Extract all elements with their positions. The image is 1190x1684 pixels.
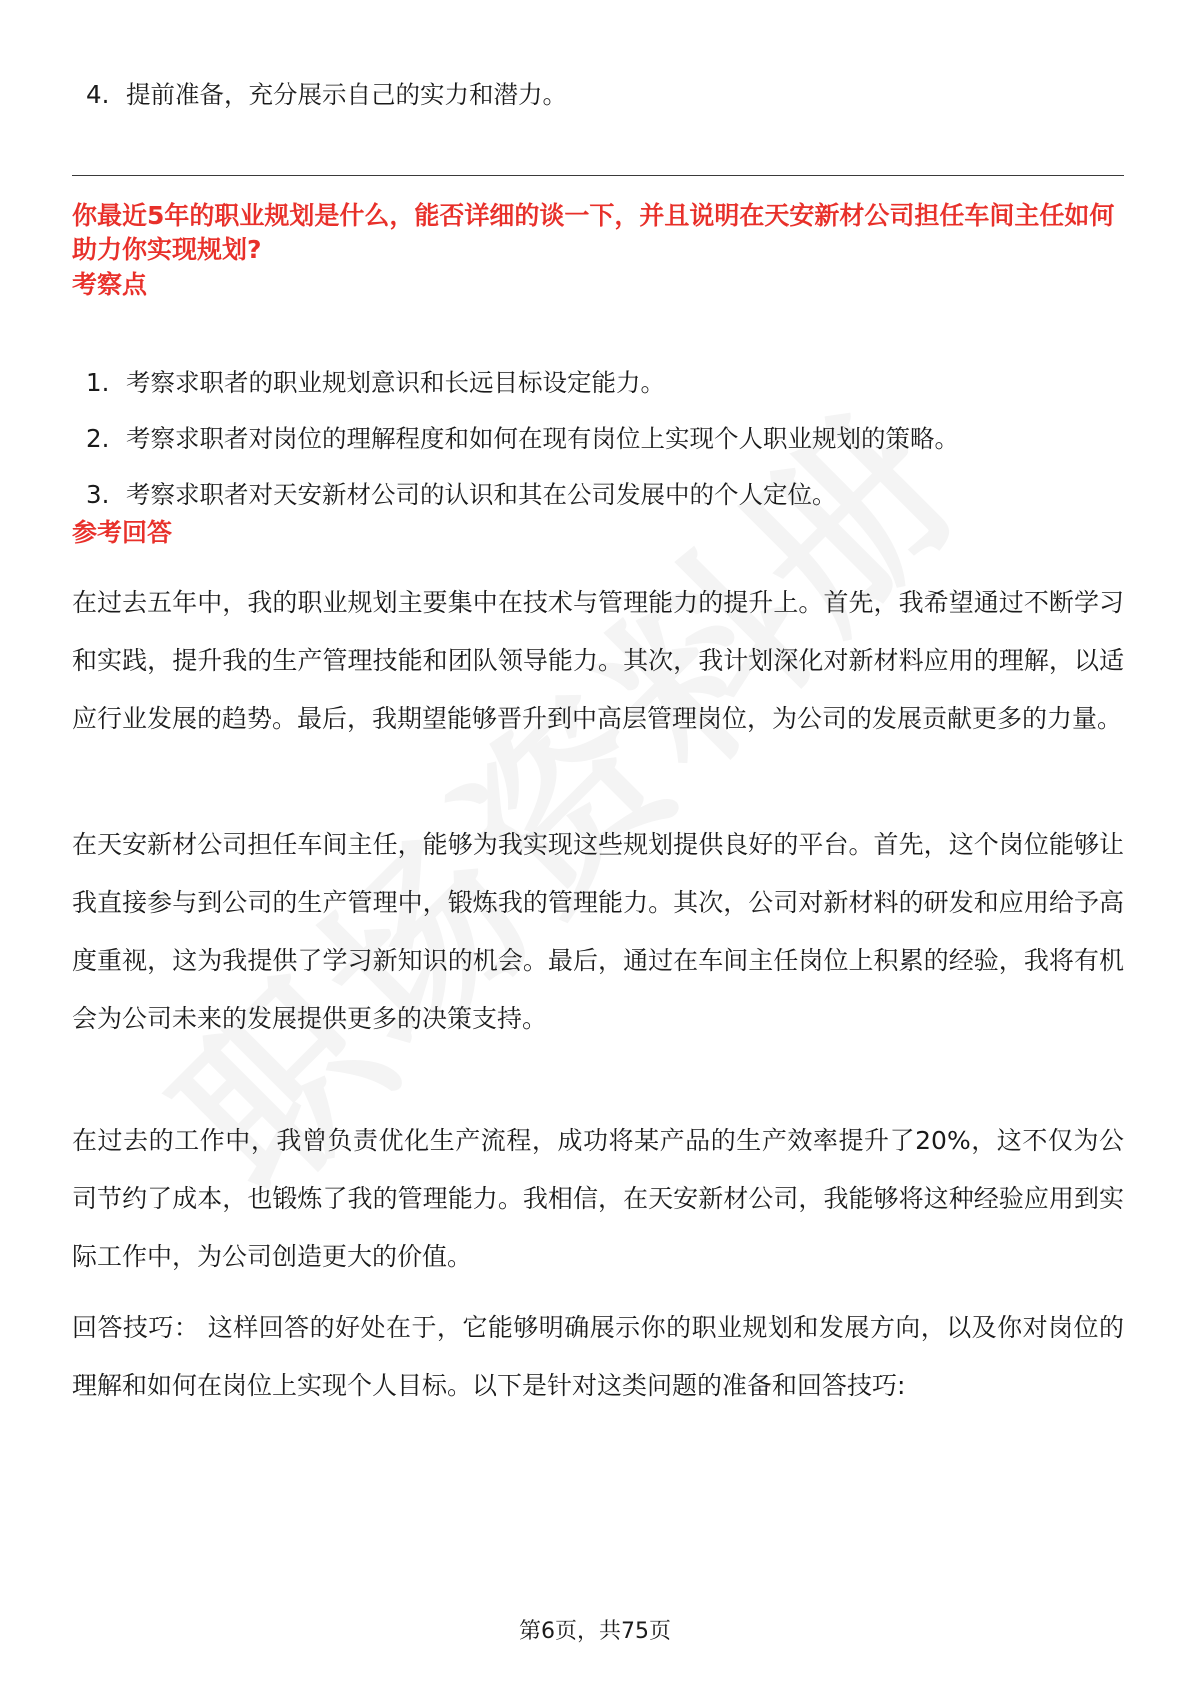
previous-list [72,78,567,112]
list-item-number: 1. [86,368,110,397]
list-item-text: 提前准备，充分展示自己的实力和潜力。 [126,80,567,109]
list-item-text: 考察求职者的职业规划意识和长远目标设定能力。 [126,368,665,397]
list-item [72,366,959,400]
list-item [72,422,959,456]
tips-paragraph: 回答技巧： 这样回答的好处在于，它能够明确展示你的职业规划和发展方向，以及你对岗位的理解和如何在岗位上实现个人目标。以下是针对这类问题的准备和回答技巧: [72,1313,1124,1400]
page-footer: 第6页，共75页 [519,1619,671,1644]
answer-paragraph: 在天安新材公司担任车间主任，能够为我实现这些规划提供良好的平台。首先，这个岗位能够让我直接参与到公司的生产管理中，锻炼我的管理能力。其次，公司对新材料的研发和应用给予高度重视，这为我提供了学习新知识的机会。最后，通过在车间主任岗位上积累的经验，我将有机会为公司未来的发展提供更多的决策支持。 [72,830,1124,1033]
list-item [72,78,567,112]
list-item-number: 4. [86,80,110,109]
list-item-number: 3. [86,480,110,509]
list-item-number: 2. [86,424,110,453]
answer-paragraph: 在过去五年中，我的职业规划主要集中在技术与管理能力的提升上。首先，我希望通过不断学习和实践，提升我的生产管理技能和团队领导能力。其次，我计划深化对新材料应用的理解，以适应行业发展的趋势。最后，我期望能够晋升到中高层管理岗位，为公司的发展贡献更多的力量。 [72,588,1124,733]
list-item-text: 考察求职者对岗位的理解程度和如何在现有岗位上实现个人职业规划的策略。 [126,424,959,453]
answer-heading: 参考回答 [72,518,173,547]
list-item [72,478,959,512]
exam-points-heading: 考察点 [72,270,148,299]
section-divider [72,175,1124,176]
question-title: 你最近5年的职业规划是什么，能否详细的谈一下，并且说明在天安新材公司担任车间主任如何助力你实现规划? [72,201,1115,264]
answer-paragraph: 在过去的工作中，我曾负责优化生产流程，成功将某产品的生产效率提升了20%，这不仅为公司节约了成本，也锻炼了我的管理能力。我相信，在天安新材公司，我能够将这种经验应用到实际工作中，为公司创造更大的价值。 [72,1126,1124,1271]
list-item-text: 考察求职者对天安新材公司的认识和其在公司发展中的个人定位。 [126,480,837,509]
exam-points-list [72,366,959,534]
